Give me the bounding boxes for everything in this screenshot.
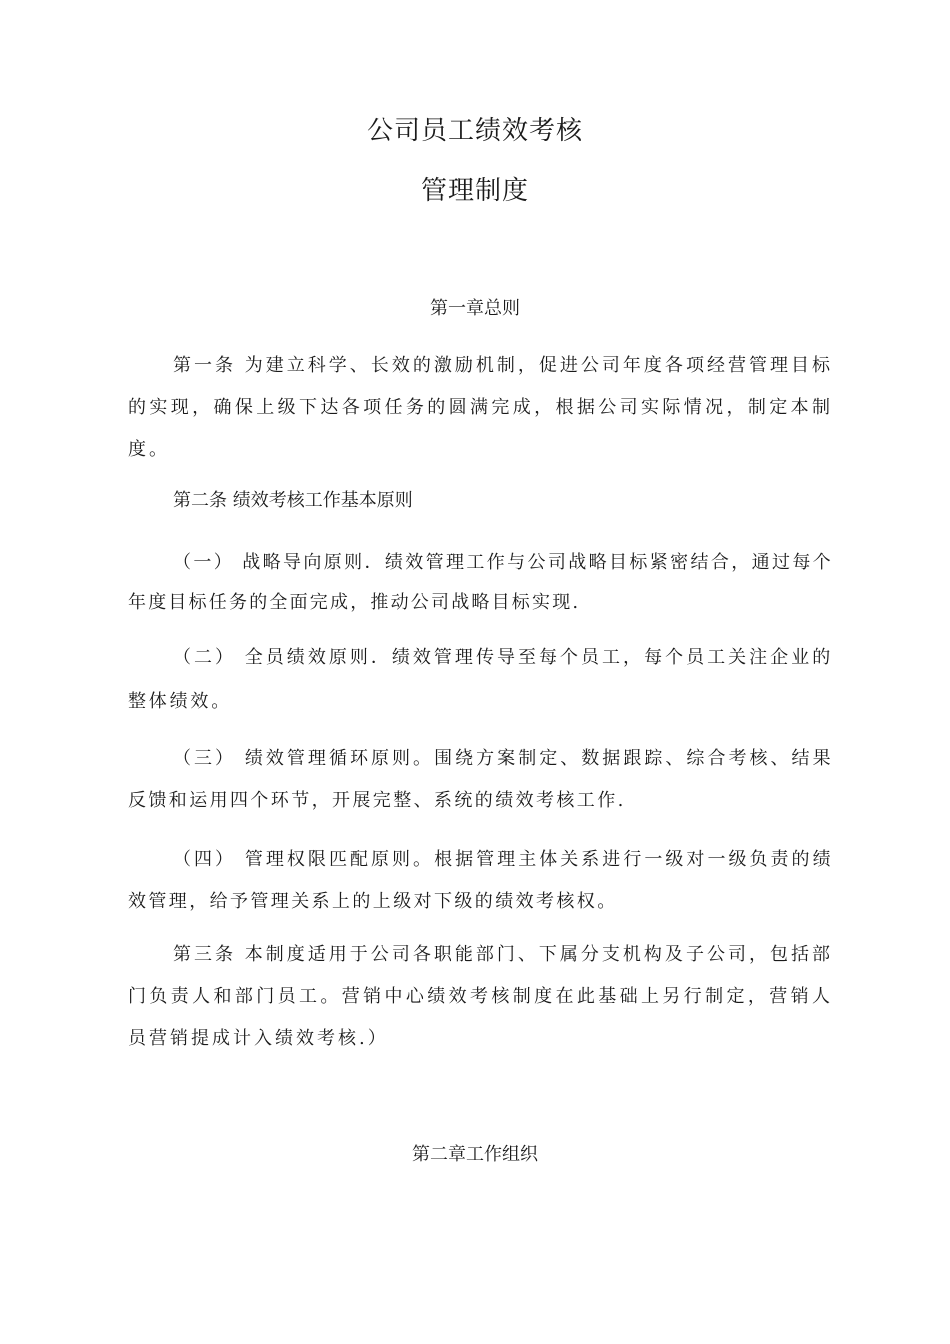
principle-2-paragraph: （二） 全员绩效原则．绩效管理传导至每个员工，每个员工关注企业的整体绩效。: [128, 647, 833, 712]
principle-3-paragraph: （三） 绩效管理循环原则。围绕方案制定、数据跟踪、综合考核、结果反馈和运用四个环节，开展完整、系统的绩效考核工作.: [128, 748, 833, 811]
document-title-line2: 管理制度: [420, 176, 529, 206]
chapter-heading-2: 第二章工作组织: [412, 1144, 538, 1165]
article-1-paragraph: 第一条 为建立科学、长效的激励机制，促进公司年度各项经营管理目标的实现，确保上级下达各项任务的圆满完成，根据公司实际情况，制定本制度。: [128, 355, 833, 460]
document-title-line1: 公司员工绩效考核: [366, 116, 583, 146]
article-3-paragraph: 第三条 本制度适用于公司各职能部门、下属分支机构及子公司，包括部门负责人和部门员工。营销中心绩效考核制度在此基础上另行制定，营销人员营销提成计入绩效考核.）: [128, 944, 833, 1049]
article-2-heading: 第二条 绩效考核工作基本原则: [173, 490, 413, 511]
principle-4-paragraph: （四） 管理权限匹配原则。根据管理主体关系进行一级对一级负责的绩效管理，给予管理关系上的上级对下级的绩效考核权。: [128, 849, 833, 912]
principle-1-paragraph: （一） 战略导向原则．绩效管理工作与公司战略目标紧密结合，通过每个年度目标任务的全面完成，推动公司战略目标实现.: [128, 552, 833, 613]
chapter-heading-1: 第一章总则: [430, 298, 520, 319]
